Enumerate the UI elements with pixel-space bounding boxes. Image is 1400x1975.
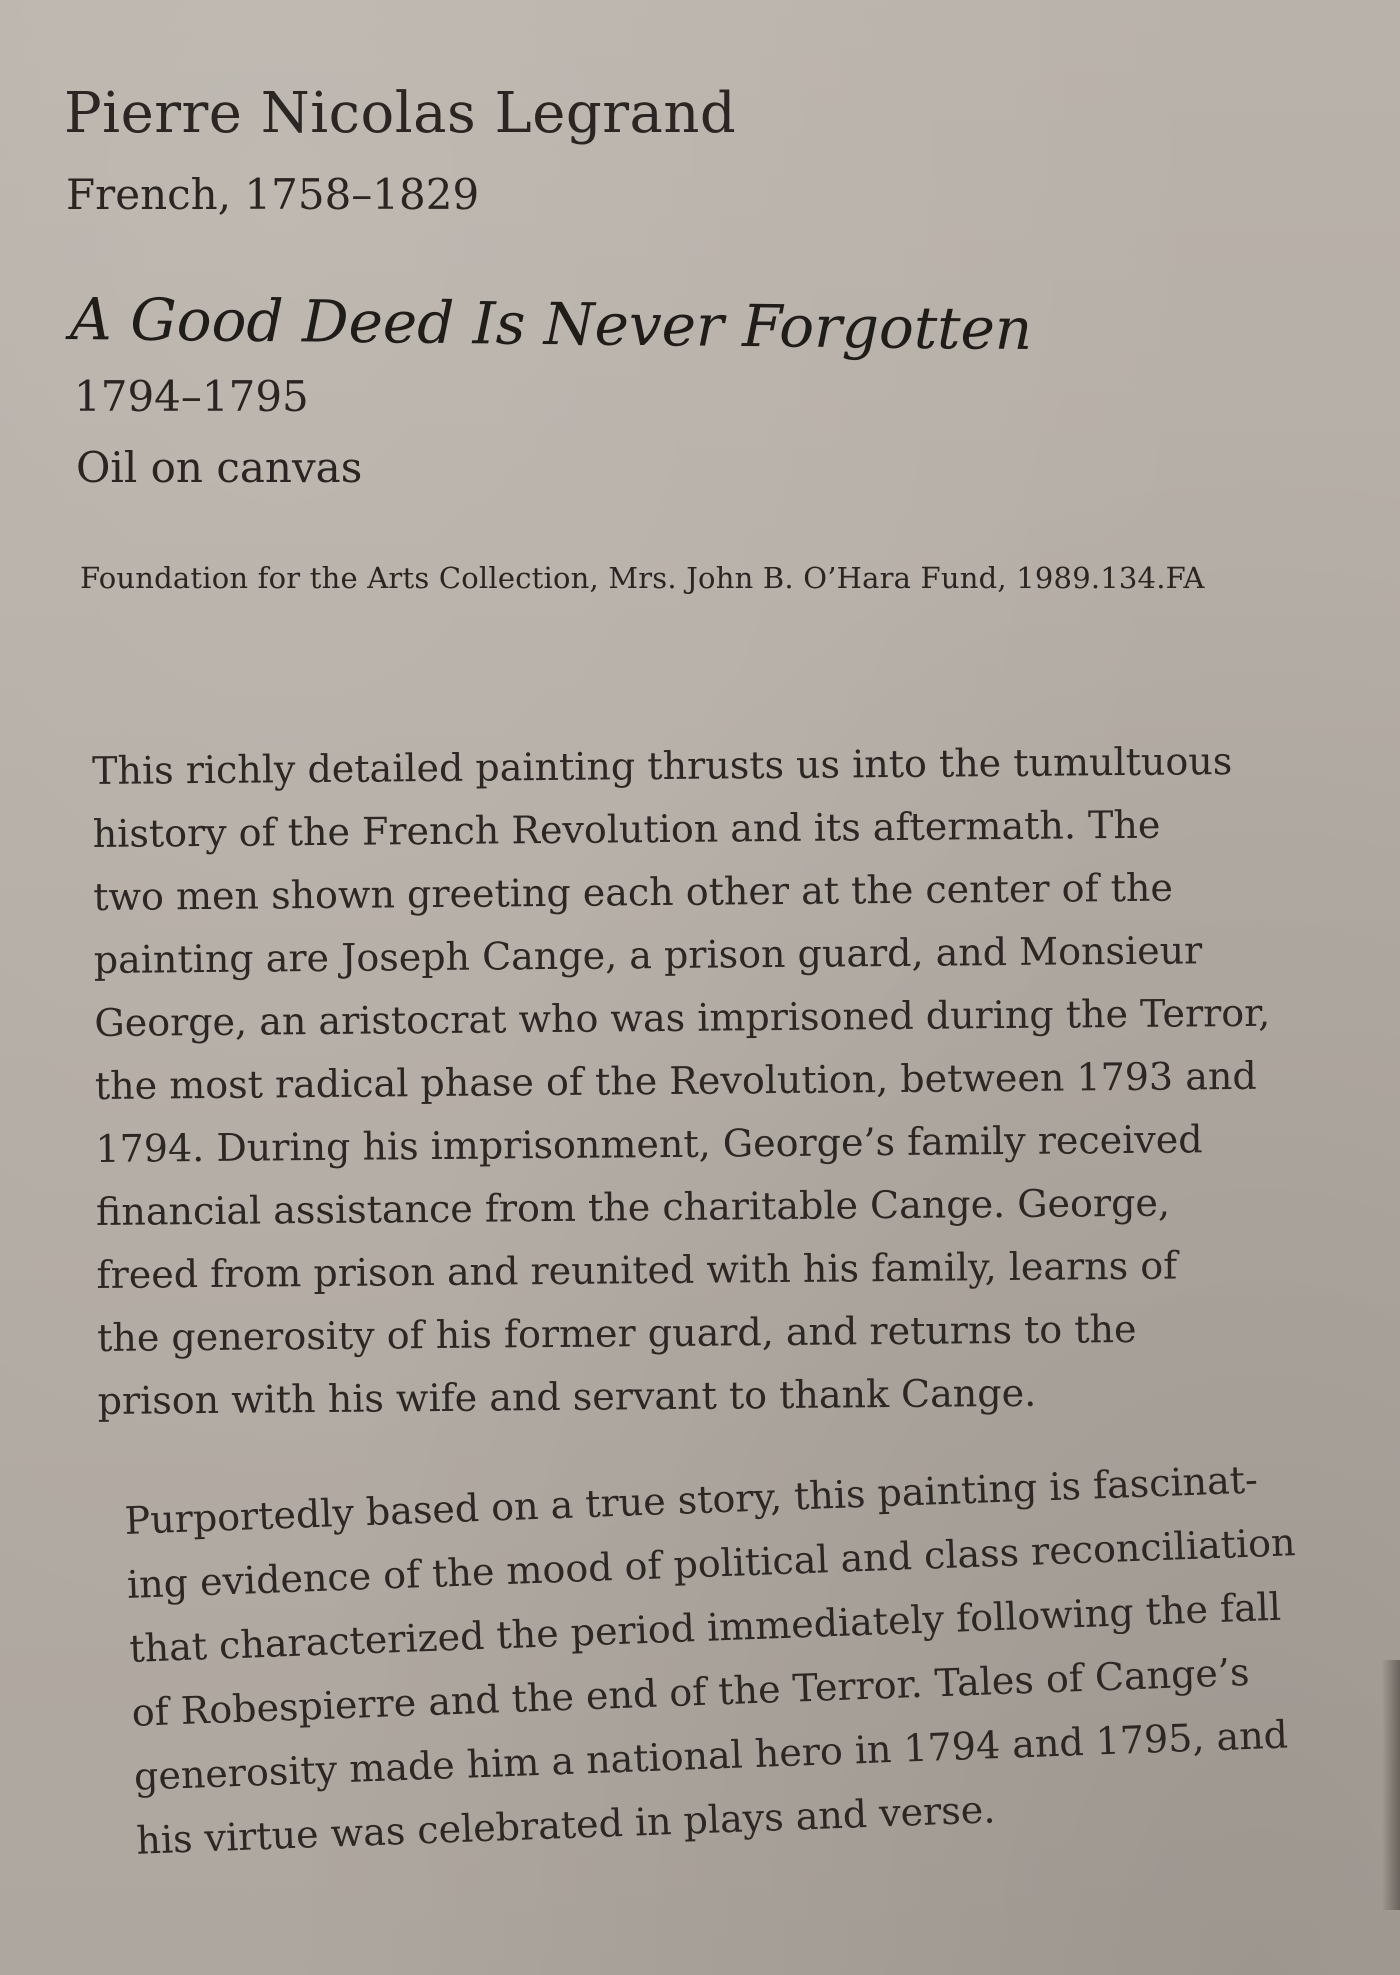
artist-name: Pierre Nicolas Legrand bbox=[64, 81, 737, 146]
artwork-date: 1794–1795 bbox=[74, 372, 309, 421]
text-line: his virtue was celebrated in plays and verse. bbox=[135, 1787, 997, 1863]
text-line: financial assistance from the charitable Cange. George, bbox=[95, 1180, 1171, 1234]
text-line: freed from prison and reunited with his family, learns of bbox=[96, 1243, 1178, 1297]
credit-line: Foundation for the Arts Collection, Mrs. John B. O’Hara Fund, 1989.134.FA bbox=[80, 561, 1205, 595]
text-line: the most radical phase of the Revolution, between 1793 and bbox=[94, 1053, 1257, 1108]
text-line: This richly detailed painting thrusts us into the tumultuous bbox=[91, 739, 1233, 793]
text-line: generosity made him a national hero in 1794 and 1795, and bbox=[133, 1712, 1289, 1799]
text-line: ing evidence of the mood of political and class reconciliation bbox=[126, 1520, 1297, 1607]
text-line: two men shown greeting each other at the center of the bbox=[93, 865, 1174, 919]
text-line: the generosity of his former guard, and returns to the bbox=[96, 1306, 1137, 1360]
text-line: George, an aristocrat who was imprisoned during the Terror, bbox=[94, 990, 1271, 1045]
text-line: painting are Joseph Cange, a prison guard, and Monsieur bbox=[93, 928, 1203, 982]
label-edge-shadow bbox=[1382, 1660, 1400, 1910]
text-line: of Robespierre and the end of the Terror. Tales of Cange’s bbox=[130, 1649, 1251, 1735]
artwork-medium: Oil on canvas bbox=[76, 443, 363, 492]
text-line: that characterized the period immediately following the fall bbox=[128, 1584, 1282, 1671]
text-line: history of the French Revolution and its aftermath. The bbox=[92, 802, 1161, 856]
artwork-title: A Good Deed Is Never Forgotten bbox=[69, 285, 1033, 364]
text-line: 1794. During his imprisonment, George’s family received bbox=[95, 1117, 1203, 1171]
artist-nationality-dates: French, 1758–1829 bbox=[66, 170, 480, 219]
text-line: Purportedly based on a true story, this painting is fascinat- bbox=[123, 1457, 1259, 1543]
text-line: prison with his wife and servant to thank Cange. bbox=[97, 1370, 1037, 1423]
